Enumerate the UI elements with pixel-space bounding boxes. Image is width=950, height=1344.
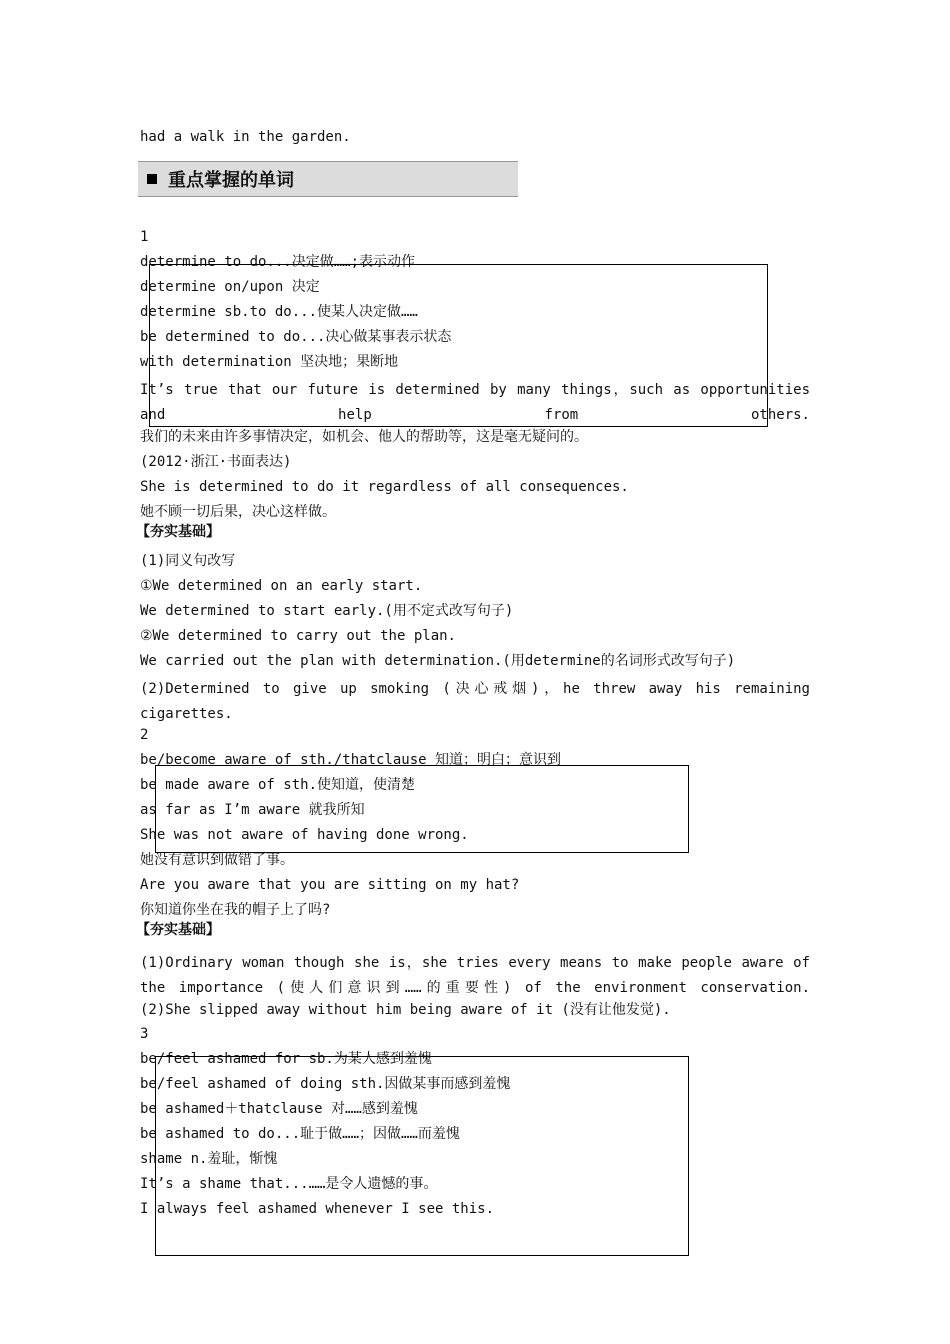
- usage-line: with determination 坚决地；果断地: [140, 354, 399, 370]
- example-source: (2012·浙江·书面表达): [140, 454, 292, 470]
- exercise-heading: 【夯实基础】: [136, 922, 220, 938]
- usage-line: be determined to do...决心做某事表示状态: [140, 329, 452, 345]
- word-number: 3: [140, 1026, 149, 1042]
- example-translation: 我们的未来由许多事情决定，如机会、他人的帮助等，这是毫无疑问的。: [140, 429, 588, 445]
- intro-text: had a walk in the garden.: [140, 129, 351, 145]
- exercise-line: (1)Ordinary woman though she is，she tries every means to make people aware of the importance (使人们意识到……的重要性) of the environment conservation.: [140, 955, 810, 996]
- word-number: 2: [140, 727, 149, 743]
- exercise-heading: 【夯实基础】: [136, 524, 220, 540]
- exercise-line: ①We determined on an early start.: [140, 578, 423, 594]
- usage-line: be/become aware of sth./thatclause 知道；明白；意识到: [140, 752, 562, 768]
- example-sentence: She was not aware of having done wrong.: [140, 827, 469, 843]
- square-bullet-icon: [147, 174, 157, 184]
- usage-line: be ashamed to do...耻于做……；因做……而羞愧: [140, 1126, 460, 1142]
- example-sentence: It’s true that our future is determined by many things，such as opportunities and help from others.: [140, 382, 810, 423]
- exercise-line: (2)She slipped away without him being aware of it (没有让他发觉).: [140, 1002, 671, 1018]
- section-header: [138, 161, 518, 197]
- usage-line: determine to do...决定做……;表示动作: [140, 254, 416, 270]
- example-sentence: She is determined to do it regardless of all consequences.: [140, 479, 629, 495]
- exercise-line: (2)Determined to give up smoking (决心戒烟)，he threw away his remaining cigarettes.: [140, 681, 810, 722]
- example-translation: 她不顾一切后果，决心这样做。: [140, 504, 336, 520]
- usage-line: determine on/upon 决定: [140, 279, 320, 295]
- word-number: 1: [140, 229, 149, 245]
- example-sentence: Are you aware that you are sitting on my hat?: [140, 877, 520, 893]
- exercise-line: We determined to start early.(用不定式改写句子): [140, 603, 514, 619]
- example-translation: 你知道你坐在我的帽子上了吗?: [140, 902, 331, 918]
- usage-line: be ashamed＋thatclause 对……感到羞愧: [140, 1101, 418, 1117]
- exercise-line: (1)同义句改写: [140, 553, 236, 569]
- usage-line: determine sb.to do...使某人决定做……: [140, 304, 418, 320]
- example-sentence: I always feel ashamed whenever I see this.: [140, 1201, 495, 1217]
- usage-line: be/feel ashamed of doing sth.因做某事而感到羞愧: [140, 1076, 511, 1092]
- example-translation: 她没有意识到做错了事。: [140, 852, 294, 868]
- usage-line: It’s a shame that...……是令人遗憾的事。: [140, 1176, 438, 1192]
- usage-line: as far as I’m aware 就我所知: [140, 802, 365, 818]
- section-title: 重点掌握的单词: [168, 170, 294, 191]
- exercise-line: We carried out the plan with determination.(用determine的名词形式改写句子): [140, 653, 736, 669]
- usage-line: shame n.羞耻，惭愧: [140, 1151, 278, 1167]
- usage-line: be made aware of sth.使知道，使清楚: [140, 777, 416, 793]
- usage-line: be/feel ashamed for sb.为某人感到羞愧: [140, 1051, 432, 1067]
- exercise-line: ②We determined to carry out the plan.: [140, 628, 456, 644]
